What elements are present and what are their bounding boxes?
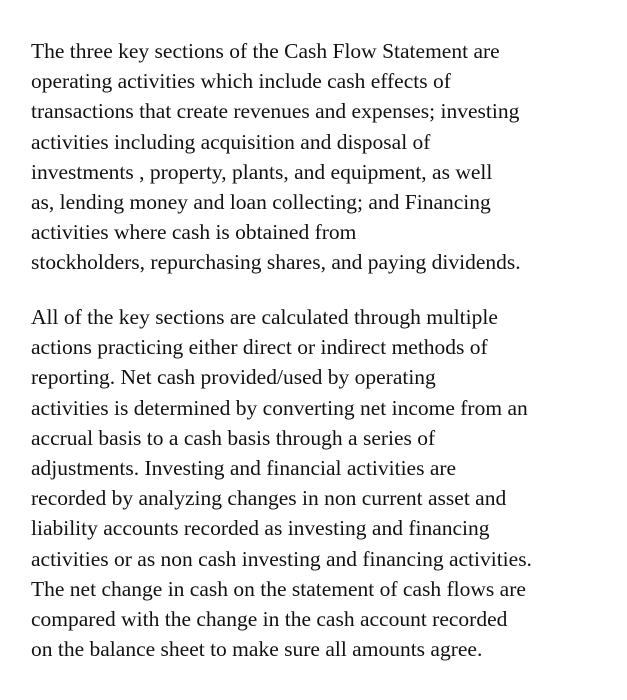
text-line: operating activities which include cash effects of xyxy=(31,69,451,94)
text-line: The three key sections of the Cash Flow Statement are xyxy=(31,39,500,63)
paragraph-calculation-methods xyxy=(31,302,621,664)
text-line: as, lending money and loan collecting; and Financing xyxy=(31,190,491,215)
text-line: activities is determined by converting net income from an xyxy=(31,395,528,420)
text-line: reporting. Net cash provided/used by operating xyxy=(31,365,436,390)
text-line: adjustments. Investing and financial activities are xyxy=(31,456,457,481)
text-line: recorded by analyzing changes in non current asset and xyxy=(31,486,507,511)
text-line: on the balance sheet to make sure all amounts agree. xyxy=(31,637,483,662)
text-line: compared with the change in the cash account recorded xyxy=(31,607,508,632)
text-line: The net change in cash on the statement of cash flows are xyxy=(31,576,526,601)
text-line: All of the key sections are calculated through multiple xyxy=(31,305,498,329)
text-line: stockholders, repurchasing shares, and paying dividends. xyxy=(31,250,521,275)
text-line: accrual basis to a cash basis through a series of xyxy=(31,425,436,450)
text-line: activities or as non cash investing and financing activities. xyxy=(31,546,532,571)
text-line: activities where cash is obtained from xyxy=(31,220,357,245)
text-line: transactions that create revenues and expenses; investing xyxy=(31,99,520,124)
text-line: liability accounts recorded as investing and financing xyxy=(31,516,490,541)
text-line: actions practicing either direct or indirect methods of xyxy=(31,335,488,360)
text-line: activities including acquisition and disposal of xyxy=(31,129,431,154)
paragraph-cash-flow-sections xyxy=(31,36,621,278)
text-line: investments , property, plants, and equipment, as well xyxy=(31,159,493,184)
